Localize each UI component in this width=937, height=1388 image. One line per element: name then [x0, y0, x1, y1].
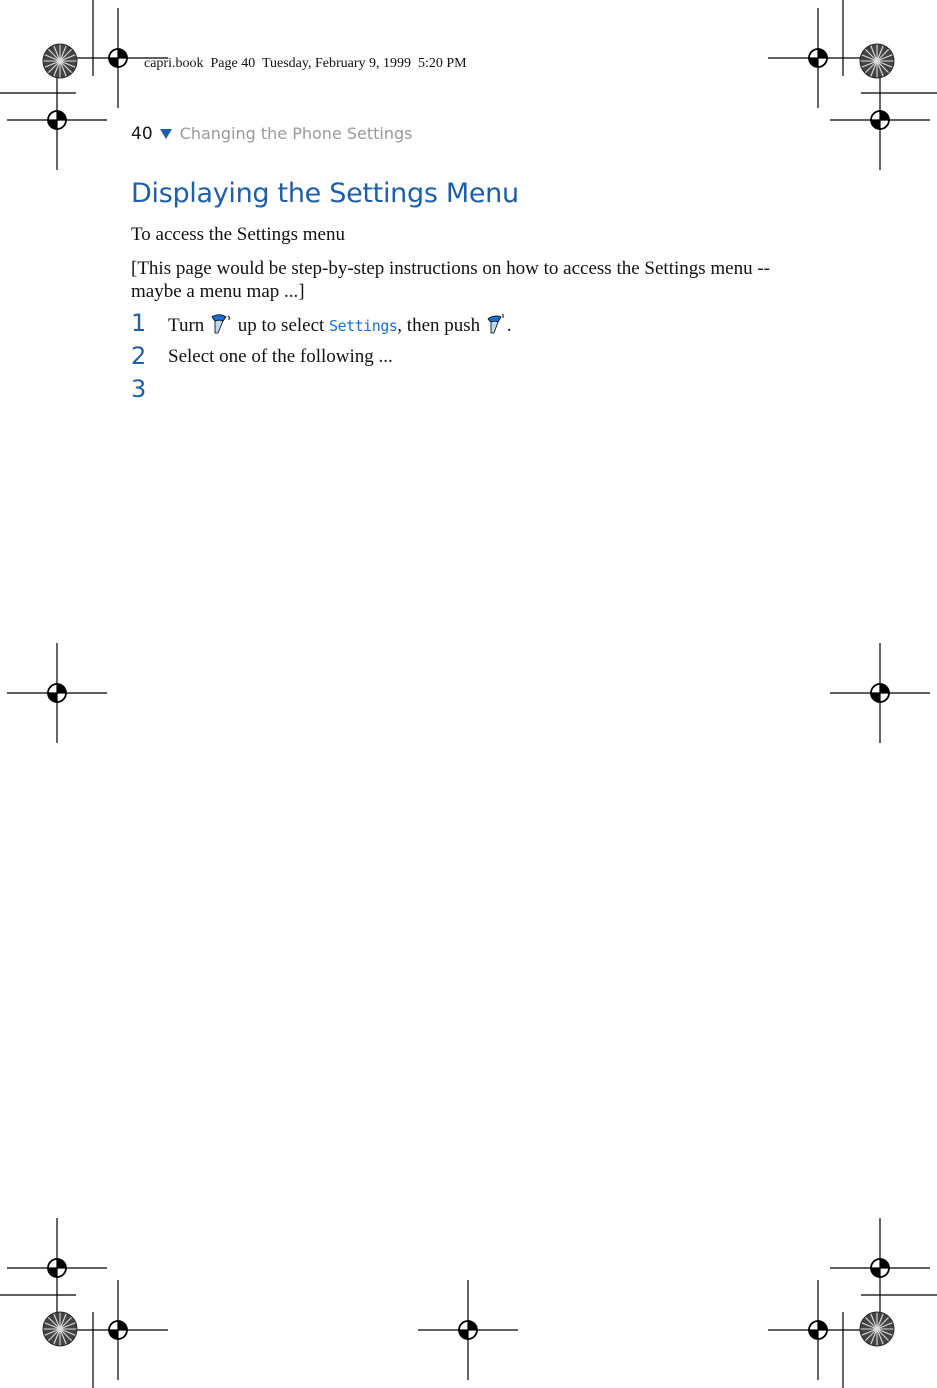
placeholder-note: [This page would be step-by-step instructions on how to access the Settings menu -- maybe a menu map ...]	[131, 258, 771, 302]
page-title: Displaying the Settings Menu	[131, 178, 519, 209]
roller-key-turn-icon	[209, 313, 233, 335]
step-text: up to select	[237, 315, 325, 336]
down-triangle-icon	[160, 129, 172, 139]
step-text: Select one of the following ...	[168, 346, 393, 367]
step-number: 1	[131, 309, 147, 337]
intro-text: To access the Settings menu	[131, 224, 345, 245]
roller-key-push-icon	[485, 313, 507, 335]
page-number: 40	[131, 124, 153, 144]
settings-menu-label: Settings	[329, 317, 398, 335]
step-text: Turn	[168, 315, 205, 336]
step-text: .	[506, 315, 512, 336]
step-number: 2	[131, 342, 147, 370]
step-text: , then push	[397, 315, 481, 336]
file-slug: capri.book Page 40 Tuesday, February 9, 1999 5:20 PM	[144, 56, 467, 71]
section-title: Changing the Phone Settings	[179, 124, 413, 143]
step-number: 3	[131, 375, 147, 403]
running-head	[131, 124, 413, 144]
